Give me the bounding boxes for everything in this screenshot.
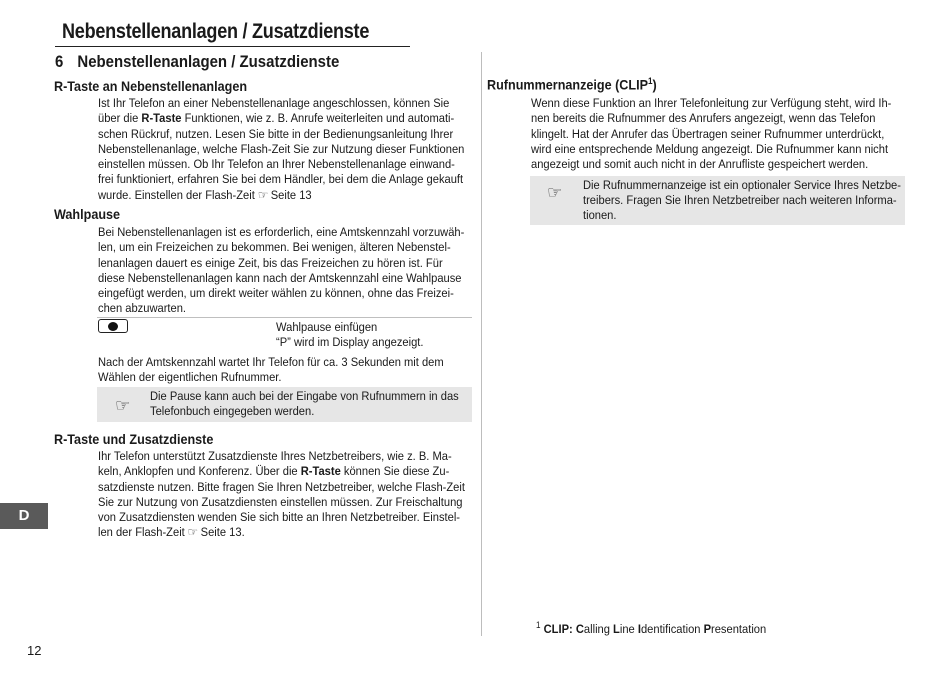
- heading-clip-text: Rufnummernanzeige (CLIP: [487, 76, 649, 93]
- text-line: satzdienste nutzen. Bitte fragen Sie Ihren Netzbetreiber, welche Flash-Zeit: [98, 479, 465, 494]
- text-span: über die: [98, 111, 142, 126]
- heading-r-taste-dienste: R-Taste und Zusatzdienste: [54, 431, 214, 447]
- footnote-word: dentification: [640, 622, 704, 637]
- r-taste-label: R-Taste: [141, 111, 182, 126]
- heading-clip: [487, 76, 657, 93]
- footnote-initial: I: [637, 622, 641, 637]
- paragraph-r-taste-anlagen: [98, 96, 464, 203]
- footnote-label: CLIP:: [543, 622, 573, 637]
- footnote-word: resentation: [711, 622, 767, 637]
- footnote: [536, 620, 766, 636]
- text-line: Die Rufnummernanzeige ist ein optionaler Service Ihres Netzbe-: [583, 178, 901, 192]
- paragraph-clip: [531, 96, 891, 172]
- text-line: Ihr Telefon unterstützt Zusatzdienste Ihres Netzbetreibers, wie z. B. Ma-: [98, 449, 452, 463]
- text-line: lenanlagen dauert es einige Zeit, bis das Freizeichen zu hören ist. Für: [98, 255, 443, 270]
- note-hand-icon: ☞: [115, 396, 131, 415]
- text-span: wurde. Einstellen der Flash-Zeit: [98, 187, 258, 202]
- text-span: Funktionen, wie z. B. Anrufe weiterleiten und automati-: [181, 111, 455, 126]
- text-line: Sie zur Nutzung von Zusatzdiensten einstellen müssen. Zur Freischaltung: [98, 494, 463, 509]
- text-line: klingelt. Hat der Anrufer das Übertragen seiner Rufnummer unterdrückt,: [531, 126, 885, 141]
- note-text: [583, 178, 901, 223]
- column-divider: [481, 52, 482, 636]
- text-line: Wenn diese Funktion an Ihrer Telefonleitung zur Verfügung steht, wird Ih-: [531, 96, 892, 110]
- running-header: Nebenstellenanlagen / Zusatzdienste: [62, 20, 370, 43]
- footnote-word: alling: [583, 622, 614, 637]
- header-rule: [55, 46, 410, 47]
- pointing-hand-icon: ☞: [257, 187, 269, 202]
- footnote-initial: C: [575, 622, 584, 637]
- chapter-number: 6: [55, 52, 64, 71]
- text-line: nen bereits die Rufnummer des Anrufers angezeigt, wenn das Telefon: [531, 111, 876, 126]
- text-line: von Zusatzdiensten wenden Sie sich bitte an Ihren Netzbetreiber. Einstel-: [98, 510, 461, 525]
- page-reference: Seite 13.: [197, 525, 245, 540]
- chapter-title: [55, 52, 339, 72]
- key-result: “P” wird im Display angezeigt.: [276, 335, 424, 349]
- text-line: [98, 525, 465, 540]
- text-line: Nach der Amtskennzahl wartet Ihr Telefon für ca. 3 Sekunden mit dem: [98, 355, 444, 369]
- text-line: Nebenstellenanlage, welche Flash-Zeit Sie zur Nutzung dieser Funktionen: [98, 141, 465, 156]
- note-box-wahlpause: [97, 387, 472, 422]
- text-line: eingefügt werden, um direkt weiter wählen zu können, ohne das Freizei-: [98, 286, 454, 301]
- text-line: einstellen müssen. Ob Ihr Telefon an Ihrer Nebenstellenanlage einwand-: [98, 157, 455, 172]
- footnote-marker: 1: [648, 76, 653, 86]
- key-description: [276, 320, 424, 350]
- text-line: Die Pause kann auch bei der Eingabe von Rufnummern in das: [150, 389, 459, 403]
- text-line: Telefonbuch eingegeben werden.: [150, 404, 315, 418]
- text-line: len, um ein Freizeichen zu bekommen. Bei wenigen, älteren Nebenstel-: [98, 240, 451, 255]
- footnote-number: 1: [536, 620, 541, 630]
- text-line: schen Rückruf, nutzen. Lesen Sie bitte in der Bedienungsanleitung Ihrer: [98, 126, 454, 141]
- text-span: können Sie diese Zu-: [340, 464, 450, 479]
- page-reference: Seite 13: [267, 187, 312, 202]
- r-key-icon: [98, 319, 128, 333]
- text-line: wird eine entsprechende Meldung angezeigt. Die Rufnummer kann nicht: [531, 141, 889, 156]
- pointing-hand-icon: ☞: [187, 525, 199, 540]
- text-line: [98, 111, 464, 126]
- heading-clip-close: ): [652, 76, 657, 93]
- chapter-title-text: Nebenstellenanlagen / Zusatzdienste: [77, 52, 340, 71]
- text-line: Ist Ihr Telefon an einer Nebenstellenanlage angeschlossen, können Sie: [98, 96, 450, 110]
- text-line: tionen.: [583, 208, 617, 222]
- note-box-clip: [530, 176, 905, 225]
- text-line: treibers. Fragen Sie Ihren Netzbetreiber nach weiteren Informa-: [583, 193, 897, 207]
- note-hand-icon: ☞: [547, 183, 563, 202]
- paragraph-wahlpause-after: [98, 355, 444, 386]
- text-line: Wählen der eigentlichen Rufnummer.: [98, 370, 282, 385]
- text-span: len der Flash-Zeit: [98, 525, 188, 540]
- text-line: angezeigt und somit auch nicht in der Anrufliste gespeichert werden.: [531, 157, 869, 172]
- text-line: [98, 464, 465, 479]
- note-text: [150, 389, 459, 419]
- heading-wahlpause: Wahlpause: [54, 206, 121, 222]
- heading-r-taste-anlagen: R-Taste an Nebenstellenanlagen: [54, 78, 248, 94]
- language-tab: D: [0, 503, 48, 529]
- key-row-divider: [97, 317, 472, 318]
- text-span: keln, Anklopfen und Konferenz. Über die: [98, 464, 301, 479]
- footnote-initial: P: [703, 622, 712, 637]
- key-dot: [108, 322, 118, 331]
- text-line: Bei Nebenstellenanlagen ist es erforderlich, eine Amtskennzahl vorzuwäh-: [98, 225, 465, 239]
- key-action: Wahlpause einfügen: [276, 320, 378, 334]
- text-line: chen abzuwarten.: [98, 301, 187, 316]
- footnote-initial: L: [613, 622, 620, 637]
- paragraph-wahlpause: [98, 225, 464, 317]
- footnote-word: ine: [619, 622, 638, 637]
- text-line: diese Nebenstellenanlagen kann nach der Amtskennzahl eine Wahlpause: [98, 270, 462, 285]
- page-number: 12: [27, 643, 42, 658]
- text-line: [98, 188, 464, 203]
- paragraph-r-taste-dienste: [98, 449, 465, 541]
- text-line: frei funktioniert, erfahren Sie bei dem Händler, bei dem die Anlage gekauft: [98, 172, 464, 187]
- r-taste-label: R-Taste: [300, 464, 341, 479]
